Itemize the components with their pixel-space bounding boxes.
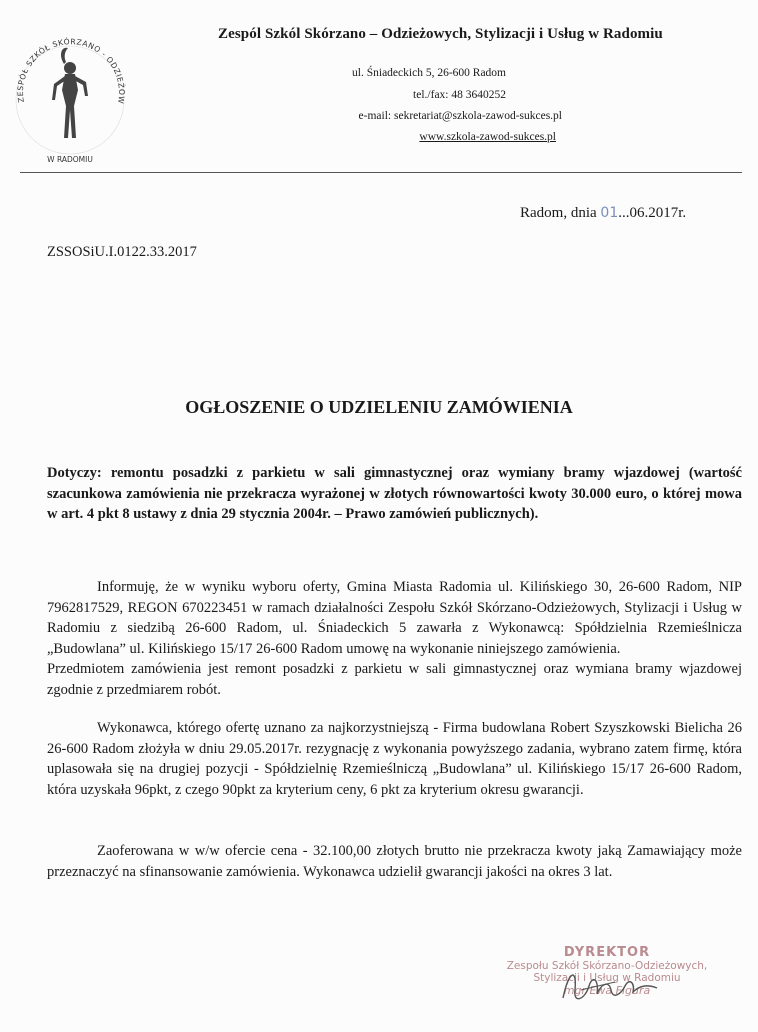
stamp-school: Zespołu Szkół Skórzano-Odzieżowych,	[506, 960, 708, 972]
body-paragraph-3	[47, 841, 742, 882]
document-date	[520, 205, 686, 222]
school-logo	[10, 10, 130, 170]
body-paragraph-2	[47, 718, 742, 800]
date-prefix: Radom, dnia	[520, 205, 601, 221]
date-day-handwritten: 01	[600, 205, 619, 221]
logo-city-text: W RADOMIU	[47, 155, 93, 164]
logo-arc-text: ZESPÓŁ SZKÓŁ SKÓRZANO - ODZIEŻOW	[15, 37, 127, 105]
header-divider	[20, 172, 742, 173]
paragraph-text: Informuję, że w wyniku wyboru oferty, Gmina Miasta Radomia ul. Kilińskiego 30, 26-600 Radom, NIP 7962817529, REGON 670223451 w ramach działalności Zespołu Szkół Skórzano-Odzieżowych, Stylizacji i Usług w Radomiu z siedzibą 26-600 Radom, ul. Śniadeckich 5 zawarła z Wykonawcą: Spółdzielnia Rzemieślnicza „Budowlana” ul. Kilińskiego 15/17 26-600 Radom umowę na wykonanie niniejszego zamówienia.	[47, 579, 742, 657]
paragraph-text: Wykonawca, którego ofertę uznano za najkorzystniejszą - Firma budowlana Robert Szyszkowski Bielicha 26 26-600 Radom złożyła w dniu 29.05.2017r. rezygnację z wykonania powyższego zadania, wybrano zatem firmę, która uplasowała się na drugiej pozycji - Spółdzielnię Rzemieślniczą „Budowlana” ul. Kilińskiego 15/17 26-600 Radom, która uzyskała 96pkt, z czego 90pkt za kryterium ceny, 6 pkt za kryterium okresu gwarancji.	[47, 720, 742, 798]
stamp-title: DYREKTOR	[563, 945, 651, 960]
address-line: ul. Śniadeckich 5, 26-600 Radom	[352, 67, 506, 79]
date-suffix: ...06.2017r.	[618, 205, 687, 221]
website-link[interactable]: www.szkola-zawod-sukces.pl	[419, 131, 556, 143]
paragraph-text: Przedmiotem zamówienia jest remont posadzki z parkietu w sali gimnastycznej oraz wymiana bramy wjazdowej zgodnie z przedmiarem robót.	[47, 661, 742, 698]
reference-number: ZSSOSiU.I.0122.33.2017	[47, 244, 197, 260]
stamp-person: mgr Ewa Figura	[563, 984, 651, 997]
email-line[interactable]: e-mail: sekretariat@szkola-zawod-sukces.pl	[358, 110, 562, 122]
handwritten-signature	[555, 960, 665, 1010]
school-name: Zespól Szkól Skórzano – Odzieżowych, Stylizacji i Usług w Radomiu	[218, 26, 663, 42]
paragraph-text: Zaoferowana w w/w ofercie cena - 32.100,00 złotych brutto nie przekracza kwoty jaką Zamawiający może przeznaczyć na sfinansowanie zamówienia. Wykonawca udzielił gwarancji jakości na okres 3 lat.	[47, 843, 742, 880]
body-paragraph-1	[47, 577, 742, 700]
phone-line: tel./fax: 48 3640252	[413, 89, 506, 101]
subject-paragraph: Dotyczy: remontu posadzki z parkietu w sali gimnastycznej oraz wymiany bramy wjazdowej (wartość szacunkowa zamówienia nie przekracza wyrażonej w złotych równowartości kwoty 30.000 euro, o której mowa w art. 4 pkt 8 ustawy z dnia 29 stycznia 2004r. – Prawo zamówień publicznych).	[47, 465, 742, 522]
stamp-location: Stylizacji i Usług w Radomiu	[533, 972, 681, 984]
document-title: OGŁOSZENIE O UDZIELENIU ZAMÓWIENIA	[185, 397, 573, 417]
